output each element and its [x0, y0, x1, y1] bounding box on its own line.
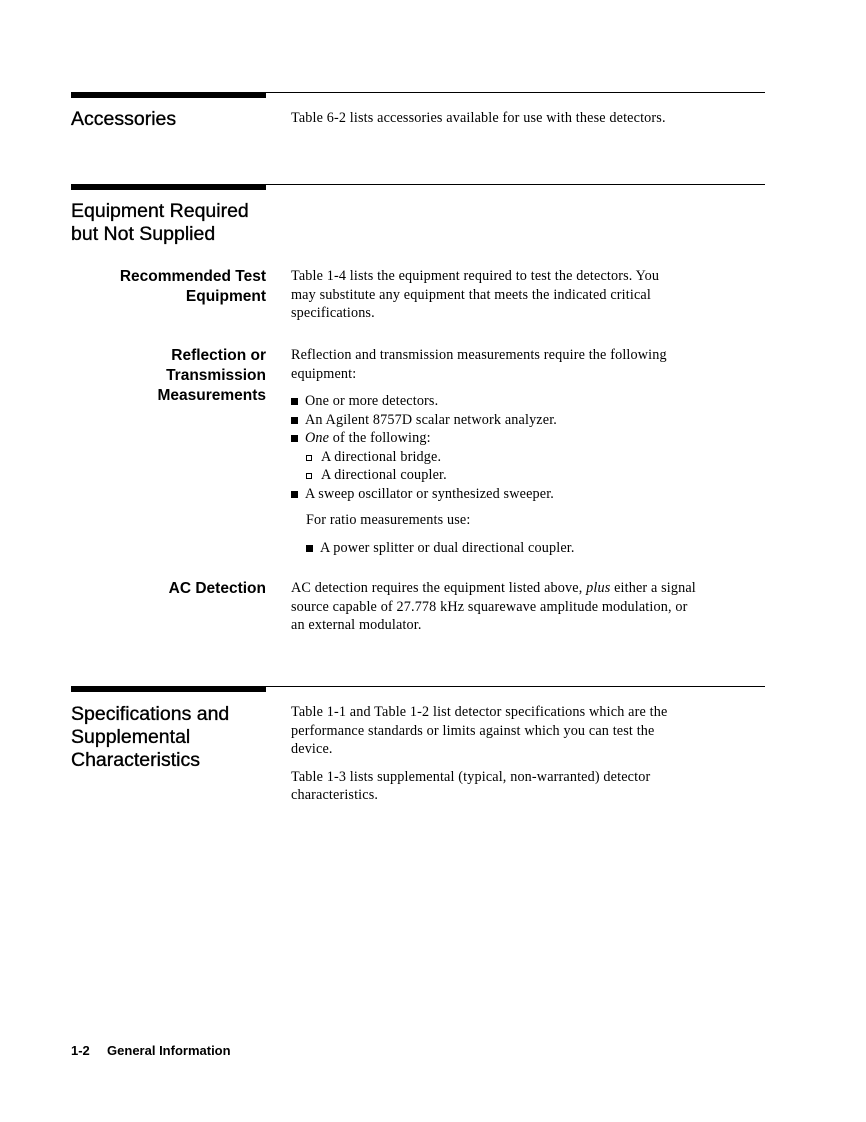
list-item: A sweep oscillator or synthesized sweeper. — [291, 485, 766, 504]
reflection-measurements-label — [157, 346, 266, 406]
section-rule-thin — [266, 92, 765, 93]
ac-line3: an external modulator. — [291, 617, 422, 633]
ratio-list — [306, 539, 766, 558]
reflection-intro-line2: equipment: — [291, 365, 357, 382]
equipment-heading-line1: Equipment Required — [71, 200, 249, 222]
sub-list-item: A directional coupler. — [291, 466, 766, 485]
equipment-list-continued — [291, 485, 766, 504]
list-item — [291, 429, 766, 448]
reflection-intro — [291, 346, 766, 383]
equipment-heading-line2: but Not Supplied — [71, 223, 216, 245]
section-rule-thin — [266, 184, 765, 185]
page-footer — [71, 1043, 231, 1058]
reflection-label-line3: Measurements — [157, 387, 266, 404]
ac-line1-post: either a signal — [610, 580, 696, 596]
ac-line1-pre: AC detection requires the equipment listed above, — [291, 580, 587, 596]
spec-para1-line3: device. — [291, 741, 333, 757]
spec-para2-line1: Table 1-3 lists supplemental (typical, non-warranted) detector — [291, 768, 651, 785]
sub-list — [291, 448, 766, 485]
emphasis-plus: plus — [586, 580, 611, 596]
ac-detection-text — [291, 579, 766, 635]
list-item-text: of the following: — [329, 430, 431, 446]
emphasis-one: One — [305, 430, 330, 446]
equipment-list — [291, 392, 766, 448]
recommended-label-line2: Equipment — [185, 288, 266, 305]
list-item: An Agilent 8757D scalar network analyzer. — [291, 411, 766, 430]
page-number: 1-2 — [71, 1043, 90, 1058]
recommended-test-equipment-label — [120, 267, 266, 307]
section-rule-thick — [71, 686, 266, 692]
ratio-text: For ratio measurements use: — [306, 512, 471, 528]
footer-section-title: General Information — [107, 1043, 231, 1058]
specifications-heading — [71, 703, 229, 772]
specifications-heading-line2: Supplemental — [71, 726, 191, 748]
recommended-text-line1: Table 1-4 lists the equipment required to test the detectors. You — [291, 268, 660, 284]
specifications-para1 — [291, 703, 766, 759]
reflection-label-line2: Transmission — [166, 367, 266, 384]
recommended-text — [291, 267, 766, 323]
reflection-content — [291, 346, 766, 557]
section-rule-thick — [71, 184, 266, 190]
spec-para1-line1: Table 1-1 and Table 1-2 list detector specifications which are the — [291, 704, 668, 720]
specifications-heading-line1: Specifications and — [71, 703, 230, 725]
section-rule-thin — [266, 686, 765, 687]
recommended-label-line1: Recommended Test — [119, 268, 266, 285]
specifications-para2 — [291, 768, 766, 805]
specifications-content — [291, 703, 766, 805]
ac-line2: source capable of 27.778 kHz squarewave amplitude modulation, or — [291, 598, 688, 615]
section-rule-thick — [71, 92, 266, 98]
reflection-intro-line1: Reflection and transmission measurements require the following — [291, 347, 667, 363]
sub-list-item: A directional bridge. — [291, 448, 766, 467]
specifications-heading-line3: Characteristics — [71, 749, 200, 771]
accessories-heading: Accessories — [71, 108, 177, 130]
recommended-text-line3: specifications. — [291, 305, 375, 321]
recommended-text-line2: may substitute any equipment that meets the indicated critical — [291, 286, 651, 303]
ac-detection-label: AC Detection — [168, 580, 266, 597]
spec-para2-line2: characteristics. — [291, 787, 379, 803]
accessories-text: Table 6-2 lists accessories available for use with these detectors. — [291, 110, 666, 126]
reflection-label-line1: Reflection or — [171, 347, 266, 364]
list-item: A power splitter or dual directional coupler. — [306, 539, 766, 558]
spec-para1-line2: performance standards or limits against which you can test the — [291, 722, 655, 739]
list-item: One or more detectors. — [291, 392, 766, 411]
equipment-heading — [71, 200, 249, 246]
